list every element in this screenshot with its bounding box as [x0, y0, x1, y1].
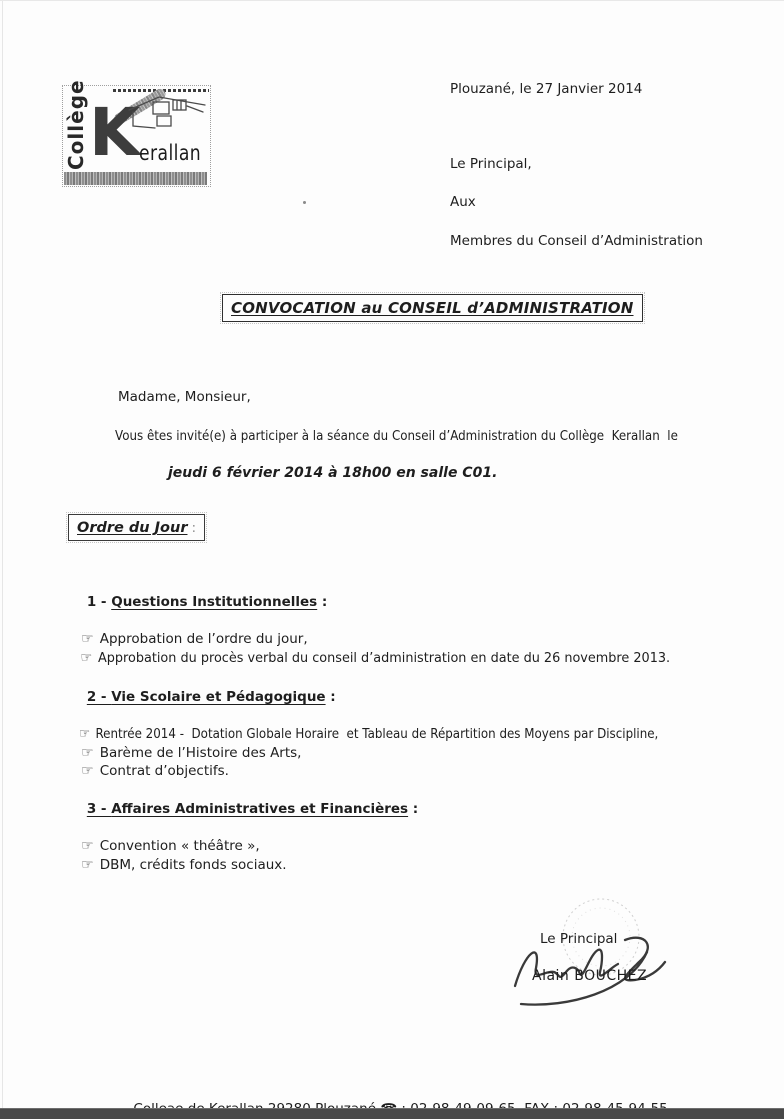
agenda-item-text: Rentrée 2014 - Dotation Globale Horaire et Tableau de Répartition des Moyens par Discipline,	[95, 726, 659, 742]
pointing-hand-bullet-icon: ☞	[81, 745, 94, 761]
letter-title-box	[222, 294, 643, 322]
building-sketch-icon	[127, 92, 207, 132]
pointing-hand-bullet-icon: ☞	[79, 726, 91, 742]
school-logo	[62, 79, 211, 187]
logo-college-vertical-text: Collège	[64, 79, 88, 170]
section-1-title: Questions Institutionnelles	[111, 594, 318, 610]
salutation: Madame, Monsieur,	[118, 389, 251, 405]
signature-role: Le Principal	[540, 931, 618, 947]
scan-bottom-bar	[0, 1108, 784, 1119]
section-3-title: Affaires Administratives et Financières	[111, 801, 409, 817]
letter-to-label: Aux	[450, 194, 476, 210]
agenda-item-text: Convention « théâtre »,	[99, 838, 260, 854]
agenda-box-label: Ordre du Jour	[77, 520, 188, 536]
invitation-line: Vous êtes invité(e) à participer à la séance du Conseil d’Administration du Collège Kerallan le	[115, 428, 678, 444]
section-2-colon: :	[325, 689, 336, 705]
agenda-item-text: Barème de l’Histoire des Arts,	[99, 745, 302, 761]
section-1-number: 1 -	[86, 594, 112, 610]
section-1-colon: :	[317, 594, 328, 610]
section-2-number: 2 -	[86, 689, 112, 705]
section-3-colon: :	[408, 801, 419, 817]
pointing-hand-bullet-icon: ☞	[80, 650, 93, 666]
agenda-box	[68, 514, 205, 541]
section-2-title: Vie Scolaire et Pédagogique	[111, 689, 326, 705]
agenda-item-text: Contrat d’objectifs.	[99, 763, 229, 779]
pointing-hand-bullet-icon: ☞	[81, 631, 94, 647]
letter-title: CONVOCATION au CONSEIL d’ADMINISTRATION	[231, 299, 634, 317]
pointing-hand-bullet-icon: ☞	[81, 857, 94, 873]
letter-sender: Le Principal,	[450, 156, 532, 172]
logo-erallan-text: erallan	[139, 141, 202, 165]
agenda-item-text: Approbation du procès verbal du conseil d’administration en date du 26 novembre 2013.	[97, 650, 671, 666]
section-3-number: 3 -	[86, 801, 112, 817]
meeting-date-line: jeudi 6 février 2014 à 18h00 en salle C01.	[168, 465, 498, 481]
logo-k-letter: K	[89, 94, 141, 171]
agenda-item	[64, 841, 287, 889]
scan-speck	[303, 201, 306, 204]
agenda-item-text: Approbation de l’ordre du jour,	[99, 631, 308, 647]
agenda-box-colon: :	[187, 521, 196, 536]
letter-recipients: Membres du Conseil d’Administration	[450, 233, 703, 249]
logo-speckle-bar	[64, 172, 207, 185]
pointing-hand-bullet-icon: ☞	[81, 838, 94, 854]
pointing-hand-bullet-icon: ☞	[81, 763, 94, 779]
scan-edge-line	[2, 1, 3, 1119]
agenda-item-text: DBM, crédits fonds sociaux.	[99, 857, 287, 873]
letter-date: Plouzané, le 27 Janvier 2014	[450, 81, 643, 97]
signature-name: Alain BOUCHEZ	[532, 968, 648, 984]
